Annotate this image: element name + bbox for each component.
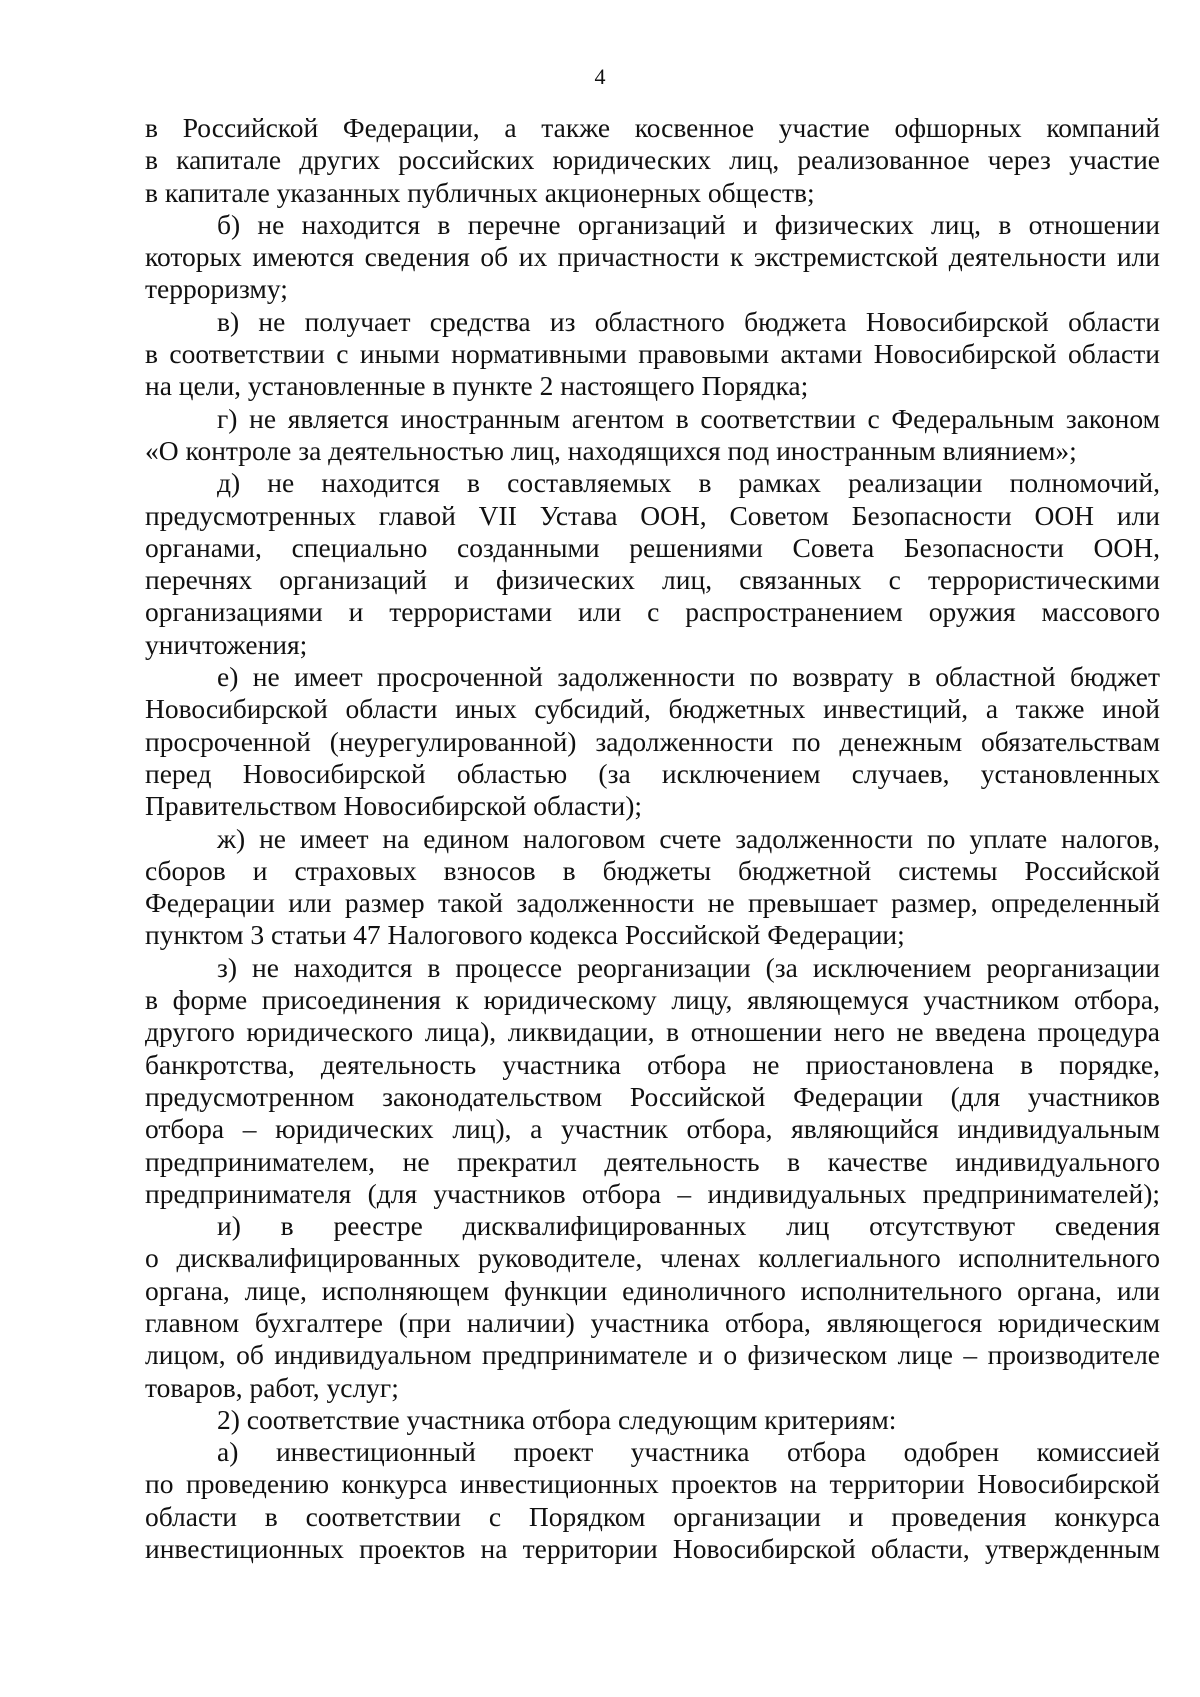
- text-line: в форме присоединения к юридическому лицу, являющемуся участником отбора,: [145, 984, 1160, 1016]
- text-line: 2) соответствие участника отбора следующим критериям:: [217, 1403, 897, 1435]
- text-line: в Российской Федерации, а также косвенное участие офшорных компаний: [145, 112, 1160, 143]
- text-line: отбора – юридических лиц), а участник отбора, являющийся индивидуальным: [145, 1113, 1160, 1145]
- text-line: д) не находится в составляемых в рамках реализации полномочий,: [217, 467, 1160, 499]
- text-line: Новосибирской области иных субсидий, бюджетных инвестиций, а также иной: [145, 693, 1160, 725]
- text-line: Правительством Новосибирской области);: [145, 790, 642, 822]
- text-line: пунктом 3 статьи 47 Налогового кодекса Российской Федерации;: [145, 919, 905, 951]
- text-line: по проведению конкурса инвестиционных проектов на территории Новосибирской: [145, 1468, 1160, 1500]
- text-line: сборов и страховых взносов в бюджеты бюджетной системы Российской: [145, 854, 1160, 886]
- text-line: в) не получает средства из областного бюджета Новосибирской области: [217, 305, 1160, 337]
- text-line: предпринимателем, не прекратил деятельность в качестве индивидуального: [145, 1145, 1160, 1177]
- text-line: главном бухгалтере (при наличии) участника отбора, являющегося юридическим: [145, 1306, 1160, 1338]
- text-line: области в соответствии с Порядком организации и проведения конкурса: [145, 1500, 1160, 1532]
- text-line: предусмотренных главой VII Устава ООН, Советом Безопасности ООН или: [145, 499, 1160, 531]
- text-line: о дисквалифицированных руководителе, членах коллегиального исполнительного: [145, 1242, 1160, 1274]
- text-line: лицом, об индивидуальном предпринимателе и о физическом лице – производителе: [145, 1339, 1160, 1371]
- text-line: органа, лице, исполняющем функции единоличного исполнительного органа, или: [145, 1274, 1160, 1306]
- text-line: ж) не имеет на едином налоговом счете задолженности по уплате налогов,: [217, 822, 1160, 854]
- text-line: инвестиционных проектов на территории Новосибирской области, утвержденным: [145, 1533, 1160, 1565]
- text-line: предпринимателя (для участников отбора – индивидуальных предпринимателей);: [145, 1177, 1160, 1209]
- text-line: перечнях организаций и физических лиц, связанных с террористическими: [145, 564, 1160, 596]
- text-line: в капитале указанных публичных акционерных обществ;: [145, 176, 815, 208]
- text-line: и) в реестре дисквалифицированных лиц отсутствуют сведения: [217, 1210, 1160, 1242]
- text-line: а) инвестиционный проект участника отбора одобрен комиссией: [217, 1436, 1160, 1468]
- text-line: в соответствии с иными нормативными правовыми актами Новосибирской области: [145, 338, 1160, 370]
- text-line: терроризму;: [145, 273, 288, 305]
- text-line: б) не находится в перечне организаций и физических лиц, в отношении: [217, 208, 1160, 240]
- text-line: «О контроле за деятельностью лиц, находящихся под иностранным влиянием»;: [145, 434, 1077, 466]
- text-line: товаров, работ, услуг;: [145, 1371, 399, 1403]
- text-line: предусмотренном законодательством Российской Федерации (для участников: [145, 1080, 1160, 1112]
- text-line: организациями и террористами или с распространением оружия массового: [145, 596, 1160, 628]
- text-line: в капитале других российских юридических лиц, реализованное через участие: [145, 144, 1160, 176]
- text-line: просроченной (неурегулированной) задолженности по денежным обязательствам: [145, 725, 1160, 757]
- text-line: е) не имеет просроченной задолженности по возврату в областной бюджет: [217, 661, 1160, 693]
- text-line: на цели, установленные в пункте 2 настоящего Порядка;: [145, 370, 809, 402]
- document-body: [145, 112, 1160, 1565]
- page-number: 4: [594, 64, 606, 89]
- text-line: которых имеются сведения об их причастности к экстремистской деятельности или: [145, 241, 1160, 273]
- text-line: органами, специально созданными решениями Совета Безопасности ООН,: [145, 531, 1160, 563]
- text-line: перед Новосибирской областью (за исключением случаев, установленных: [145, 757, 1160, 789]
- text-line: другого юридического лица), ликвидации, в отношении него не введена процедура: [145, 1016, 1160, 1048]
- text-line: з) не находится в процессе реорганизации (за исключением реорганизации: [217, 951, 1160, 983]
- text-line: банкротства, деятельность участника отбора не приостановлена в порядке,: [145, 1048, 1160, 1080]
- text-line: Федерации или размер такой задолженности не превышает размер, определенный: [145, 887, 1160, 919]
- text-line: уничтожения;: [145, 628, 308, 660]
- text-line: г) не является иностранным агентом в соответствии с Федеральным законом: [217, 402, 1160, 434]
